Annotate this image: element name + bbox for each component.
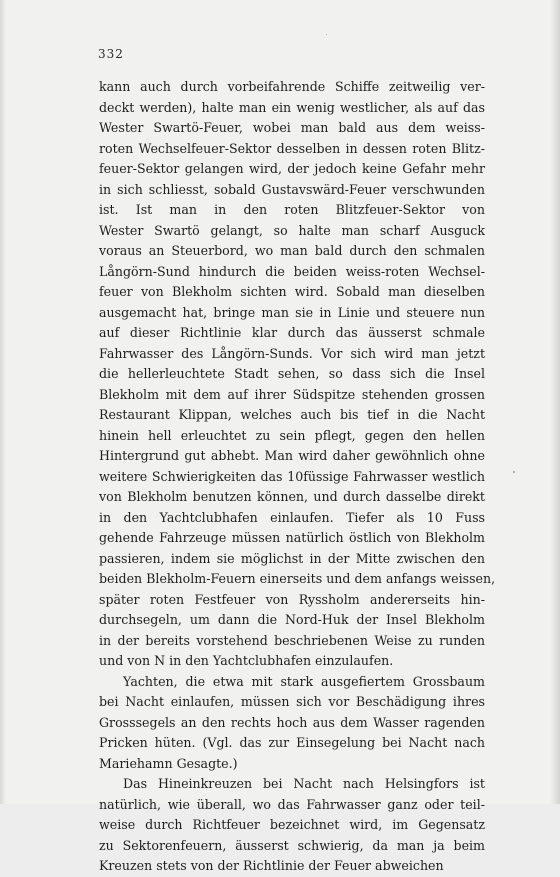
text-line: passieren, indem sie möglichst in der Mitte zwischen den <box>99 550 485 566</box>
text-line: Restaurant Klippan, welches auch bis tief in die Nacht <box>99 407 485 422</box>
text-line: voraus an Steuerbord, wo man bald durch den schmalen <box>99 243 485 258</box>
text-line: ausgemacht hat, bringe man sie in Linie und steuere nun <box>99 304 485 320</box>
text-line: kann auch durch vorbeifahrende Schiffe zeitweilig ver- <box>99 79 485 94</box>
page-edge-shadow-right <box>550 0 560 804</box>
text-line: Hintergrund gut abhebt. Man wird daher gewöhnlich ohne <box>99 448 485 463</box>
text-line: die hellerleuchtete Stadt sehen, so dass sich die Insel <box>99 366 485 381</box>
text-line: hinein hell erleuchtet zu sein pflegt, gegen den hellen <box>99 427 485 443</box>
text-line: und von N in den Yachtclubhafen einzulaufen. <box>99 653 394 668</box>
text-line: feuer von Blekholm sichten wird. Sobald man dieselben <box>99 284 485 299</box>
text-line: natürlich, wie überall, wo das Fahrwasser ganz oder teil- <box>99 796 485 812</box>
text-line: Grosssegels an den rechts hoch aus dem Wasser ragenden <box>99 714 485 730</box>
text-line: roten Wechselfeuer-Sektor desselben in dessen roten Blitz- <box>99 140 485 156</box>
text-line: durchsegeln, um dann die Nord-Huk der Insel Blekholm <box>99 612 485 627</box>
text-line: in der bereits vorstehend beschriebenen Weise zu runden <box>99 632 485 648</box>
text-line: später roten Festfeuer von Ryssholm andererseits hin- <box>99 591 485 607</box>
text-line: bei Nacht einlaufen, müssen sich vor Beschädigung ihres <box>99 694 485 709</box>
paragraph <box>99 672 485 775</box>
paragraph <box>99 77 496 672</box>
text-line: zu Sektorenfeuern, äusserst schwierig, da man ja beim <box>99 837 485 853</box>
text-line: weise durch Richtfeuer bezeichnet wird, im Gegensatz <box>99 817 485 832</box>
text-line: Långörn-Sund hindurch die beiden weiss-roten Wechsel- <box>99 263 485 279</box>
text-line: weitere Schwierigkeiten das 10füssige Fahrwasser westlich <box>99 468 485 484</box>
text-line: ist. Ist man in den roten Blitzfeuer-Sektor von <box>99 202 485 217</box>
text-line: in den Yachtclubhafen einlaufen. Tiefer als 10 Fuss <box>99 509 485 525</box>
text-line: gehende Fahrzeuge müssen natürlich östlich von Blekholm <box>99 530 485 545</box>
text-line: Wester Swartö-Feuer, wobei man bald aus dem weiss- <box>99 120 485 135</box>
text-line: Das Hineinkreuzen bei Nacht nach Helsingfors ist <box>123 776 485 791</box>
text-line: Pricken hüten. (Vgl. das zur Einsegelung bei Nacht nach <box>99 735 485 750</box>
page-edge-shadow-left <box>0 0 6 804</box>
text-line: beiden Blekholm-Feuern einerseits und dem anfangs weissen, <box>99 571 496 586</box>
text-line: deckt werden), halte man ein wenig westlicher, als auf das <box>99 99 485 115</box>
page-number: 332 <box>98 47 124 61</box>
body-text <box>99 77 496 877</box>
text-line: von Blekholm benutzen können, und durch dasselbe direkt <box>99 489 485 504</box>
text-line: auf dieser Richtlinie klar durch das äusserst schmale <box>99 325 485 340</box>
text-line: Wester Swartö gelangt, so halte man scharf Ausguck <box>99 222 485 238</box>
text-line: in sich schliesst, sobald Gustavswärd-Feuer verschwunden <box>99 181 485 197</box>
paragraph <box>99 774 485 877</box>
paper-speck <box>513 471 515 473</box>
text-line: Mariehamn Gesagte.) <box>99 755 238 771</box>
text-line: feuer-Sektor gelangen wird, der jedoch keine Gefahr mehr <box>99 161 485 176</box>
text-line: Blekholm mit dem auf ihrer Südspitze stehenden grossen <box>99 386 485 402</box>
paper-speck <box>326 34 327 35</box>
text-line: Kreuzen stets von der Richtlinie der Feuer abweichen <box>99 858 444 873</box>
text-line: Fahrwasser des Långörn-Sunds. Vor sich wird man jetzt <box>99 345 485 361</box>
text-line: Yachten, die etwa mit stark ausgefiertem Grossbaum <box>123 673 485 689</box>
